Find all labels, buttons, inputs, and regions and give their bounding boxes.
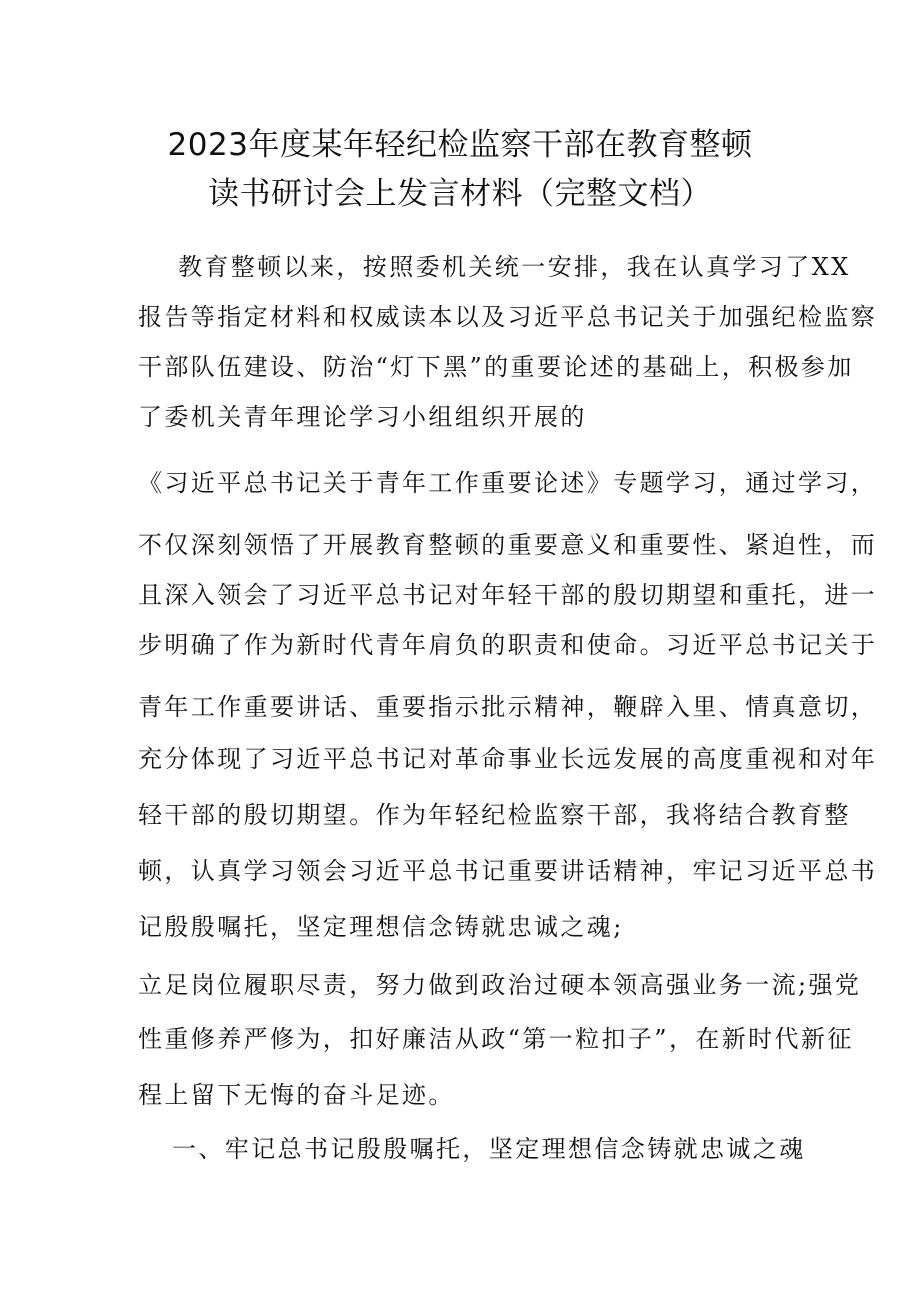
body-line: 且深入领会了习近平总书记对年轻干部的殷切期望和重托，进一: [138, 581, 878, 609]
document-title-line-1: 2023年度某年轻纪检监察干部在教育整顿: [167, 127, 753, 163]
body-line: 轻干部的殷切期望。作为年轻纪检监察干部，我将结合教育整: [138, 801, 851, 829]
body-line: 《习近平总书记关于青年工作重要论述》专题学习，通过学习，: [138, 469, 878, 497]
document-title-line-2: 读书研讨会上发言材料（完整文档）: [208, 176, 712, 212]
body-line: 程上留下无悔的奋斗足迹。: [138, 1081, 455, 1109]
body-line: 步明确了作为新时代青年肩负的职责和使命。习近平总书记关于: [138, 631, 878, 659]
body-line: 充分体现了习近平总书记对革命事业长远发展的高度重视和对年: [138, 745, 878, 773]
body-line: 报告等指定材料和权威读本以及习近平总书记关于加强纪检监察: [138, 303, 878, 331]
body-line: 性重修养严修为，扣好廉洁从政“第一粒扣子”，在新时代新征: [138, 1025, 854, 1053]
body-line: 青年工作重要讲话、重要指示批示精神，鞭辟入里、情真意切，: [138, 693, 878, 721]
section-heading: 一、牢记总书记殷殷嘱托，坚定理想信念铸就忠诚之魂: [172, 1135, 806, 1163]
body-line: 记殷殷嘱托，坚定理想信念铸就忠诚之魂;: [138, 913, 624, 941]
body-line: 立足岗位履职尽责，努力做到政治过硬本领高强业务一流;强党: [138, 971, 862, 999]
body-line: 了委机关青年理论学习小组组织开展的: [138, 403, 587, 431]
body-line: 不仅深刻领悟了开展教育整顿的重要意义和重要性、紧迫性，而: [138, 531, 878, 559]
body-line: 顿，认真学习领会习近平总书记重要讲话精神，牢记习近平总书: [138, 857, 878, 885]
body-line: 干部队伍建设、防治“灯下黑”的重要论述的基础上，积极参加: [138, 353, 854, 381]
body-line: 教育整顿以来，按照委机关统一安排，我在认真学习了XX: [178, 253, 851, 281]
